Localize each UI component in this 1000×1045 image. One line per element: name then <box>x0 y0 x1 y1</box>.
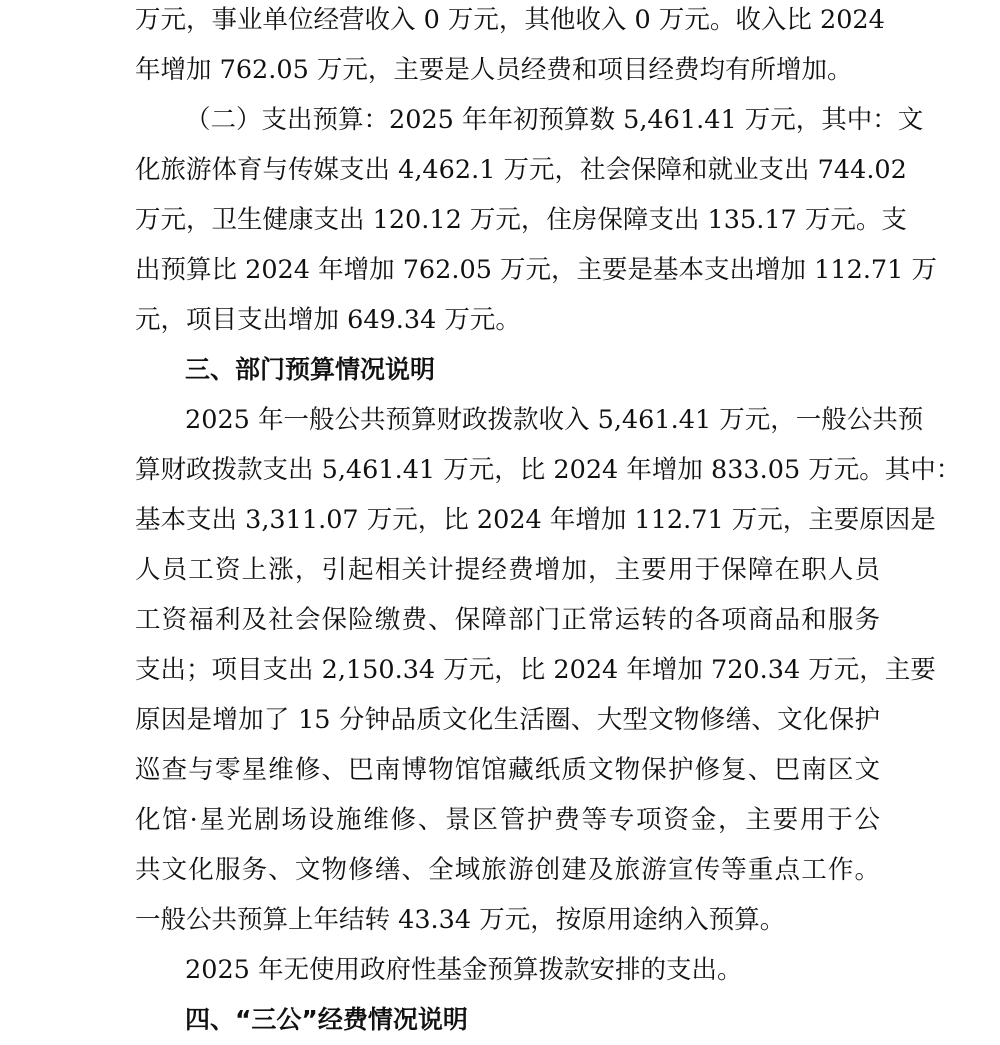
text-line: 工资福利及社会保险缴费、保障部门正常运转的各项商品和服务 <box>135 605 880 635</box>
section-heading: 四、“三公”经费情况说明 <box>185 1005 468 1034</box>
text-line: （二）支出预算：2025 年年初预算数 5,461.41 万元，其中：文 <box>185 105 924 135</box>
text-line: 年增加 762.05 万元，主要是人员经费和项目经费均有所增加。 <box>135 55 853 85</box>
text-line: 原因是增加了 15 分钟品质文化生活圈、大型文物修缮、文化保护 <box>135 705 880 735</box>
section-heading: 三、部门预算情况说明 <box>185 355 436 384</box>
text-line: 化馆·星光剧场设施维修、景区管护费等专项资金，主要用于公 <box>135 805 880 835</box>
text-line: 2025 年无使用政府性基金预算拨款安排的支出。 <box>185 955 743 985</box>
text-line: 元，项目支出增加 649.34 万元。 <box>135 305 521 335</box>
text-line: 化旅游体育与传媒支出 4,462.1 万元，社会保障和就业支出 744.02 <box>135 155 907 185</box>
text-line: 基本支出 3,311.07 万元，比 2024 年增加 112.71 万元，主要原因是 <box>135 505 936 535</box>
text-line: 人员工资上涨，引起相关计提经费增加，主要用于保障在职人员 <box>135 555 880 585</box>
text-line: 万元，事业单位经营收入 0 万元，其他收入 0 万元。收入比 2024 <box>135 5 885 35</box>
text-line: 2025 年一般公共预算财政拨款收入 5,461.41 万元，一般公共预 <box>185 405 924 435</box>
text-line: 一般公共预算上年结转 43.34 万元，按原用途纳入预算。 <box>135 905 786 935</box>
text-line: 共文化服务、文物修缮、全域旅游创建及旅游宣传等重点工作。 <box>135 855 880 885</box>
text-line: 支出；项目支出 2,150.34 万元，比 2024 年增加 720.34 万元，主要 <box>135 655 936 685</box>
text-line: 巡查与零星维修、巴南博物馆馆藏纸质文物保护修复、巴南区文 <box>135 755 880 785</box>
text-line: 算财政拨款支出 5,461.41 万元，比 2024 年增加 833.05 万元。其中： <box>135 455 962 485</box>
text-line: 万元，卫生健康支出 120.12 万元，住房保障支出 135.17 万元。支 <box>135 205 907 235</box>
text-line: 出预算比 2024 年增加 762.05 万元，主要是基本支出增加 112.71 万 <box>135 255 937 285</box>
